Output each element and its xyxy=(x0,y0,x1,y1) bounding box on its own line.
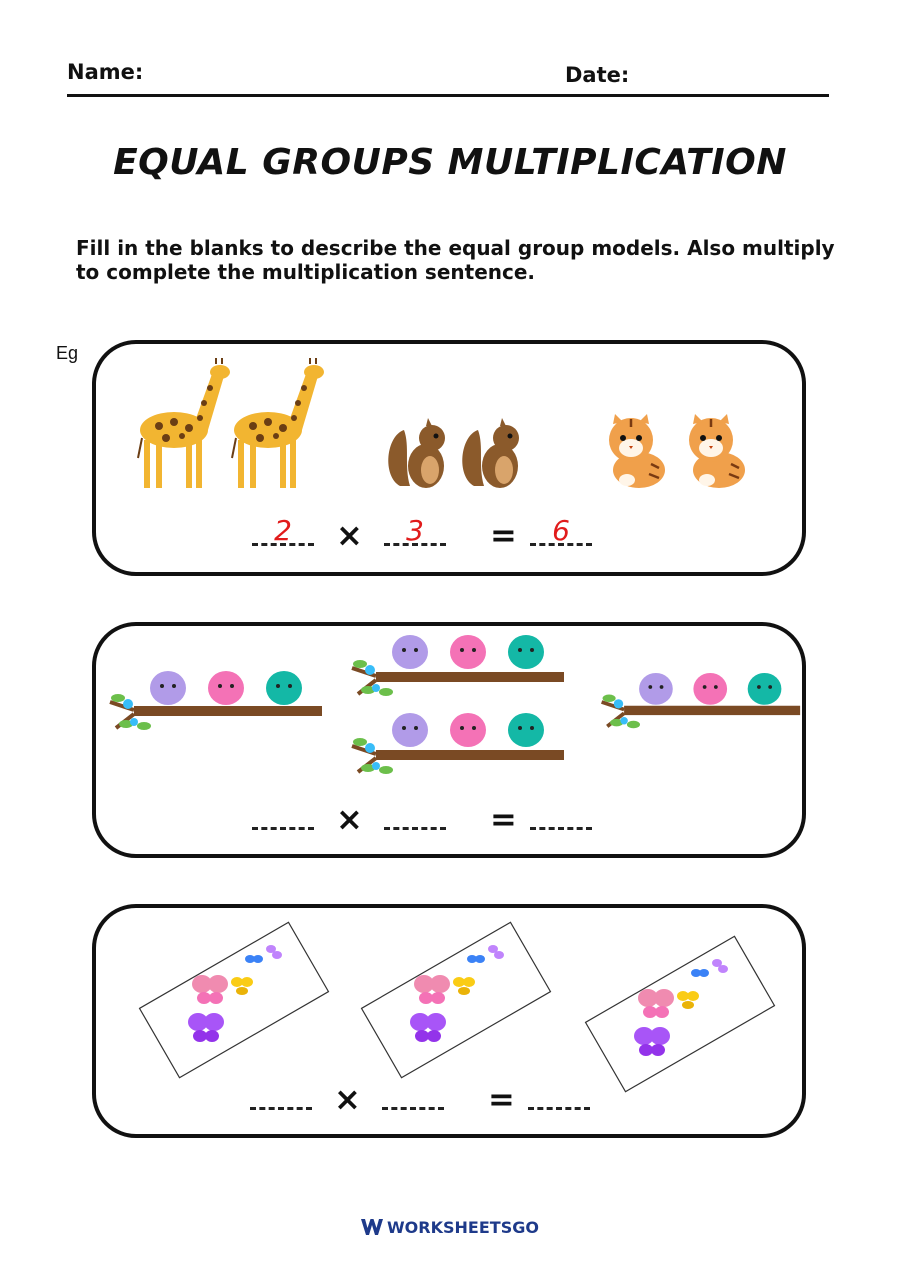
problem-box-2 xyxy=(92,622,806,858)
worksheetsgo-logo-icon xyxy=(361,1219,383,1235)
squirrel-icon xyxy=(386,416,456,491)
items-per-group-blank[interactable] xyxy=(382,1080,444,1110)
brand-text-worksheets: WORKSHEETS xyxy=(387,1218,513,1237)
brand-text-go: GO xyxy=(512,1218,539,1237)
equals-sign: = xyxy=(490,800,517,838)
groups-blank[interactable]: 2 xyxy=(252,516,314,546)
tiger-icon xyxy=(681,414,753,490)
squirrel-icon xyxy=(460,416,530,491)
equation-row-3 xyxy=(96,1080,810,1130)
butterfly-frame-icon xyxy=(134,916,334,1076)
footer-brand xyxy=(0,1218,900,1237)
birds-on-branch-icon xyxy=(104,662,324,742)
page-title: EQUAL GROUPS MULTIPLICATION xyxy=(113,142,787,183)
problem-box-1 xyxy=(92,340,806,576)
giraffe-icon xyxy=(134,358,234,493)
product-blank[interactable]: 6 xyxy=(530,516,592,546)
butterfly-frame-icon xyxy=(356,916,556,1076)
groups-blank[interactable] xyxy=(252,800,314,830)
birds-on-branch-icon xyxy=(596,662,802,742)
equation-row-2 xyxy=(96,800,810,850)
example-label: Eg xyxy=(56,343,79,363)
product-blank[interactable] xyxy=(530,800,592,830)
name-label: Name: xyxy=(67,60,144,84)
items-per-group-blank[interactable]: 3 xyxy=(384,516,446,546)
problem-box-3 xyxy=(92,904,806,1138)
groups-blank[interactable] xyxy=(250,1080,312,1110)
birds-on-branch-icon xyxy=(346,628,566,708)
header-rule xyxy=(67,94,829,97)
giraffe-icon xyxy=(228,358,328,493)
times-sign: × xyxy=(334,1080,361,1118)
product-blank[interactable] xyxy=(528,1080,590,1110)
equation-row-1 xyxy=(96,516,810,566)
times-sign: × xyxy=(336,800,363,838)
birds-on-branch-icon xyxy=(346,706,566,786)
date-label: Date: xyxy=(565,63,630,87)
tiger-icon xyxy=(601,414,673,490)
instructions: Fill in the blanks to describe the equal group models. Also multiply to complete the multiplication sentence. xyxy=(76,236,835,284)
equals-sign: = xyxy=(490,516,517,554)
items-per-group-blank[interactable] xyxy=(384,800,446,830)
butterfly-frame-icon xyxy=(580,930,780,1090)
times-sign: × xyxy=(336,516,363,554)
equals-sign: = xyxy=(488,1080,515,1118)
